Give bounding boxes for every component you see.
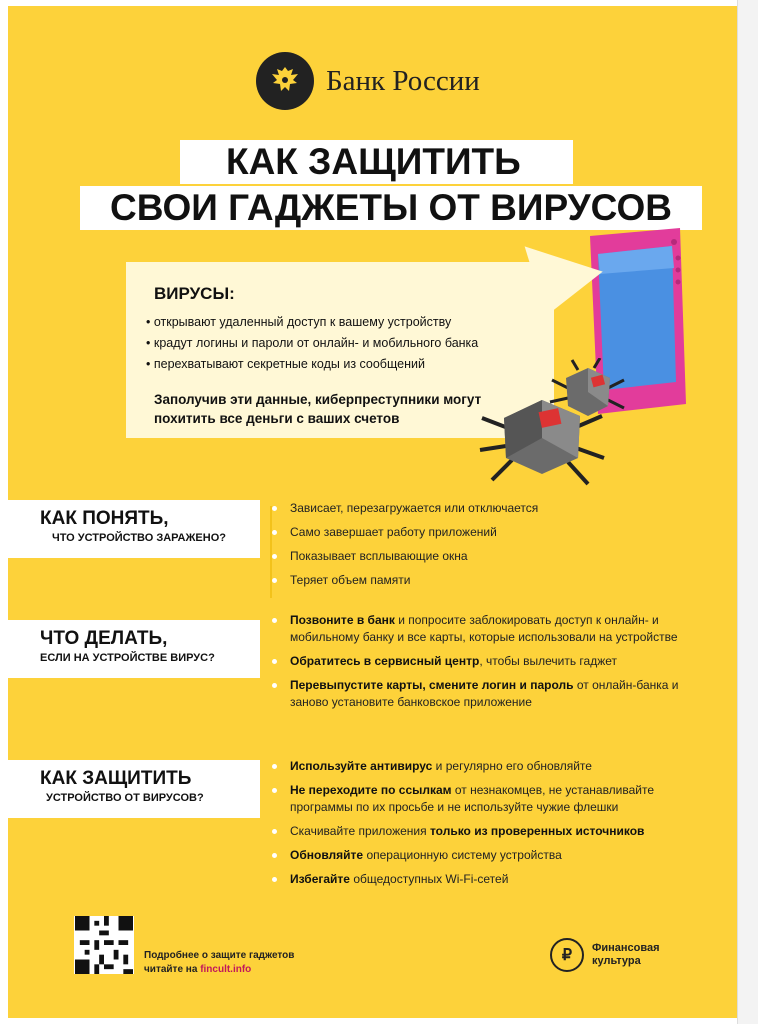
item-text: операционную систему устройства bbox=[363, 848, 562, 862]
list-item: Само завершает работу приложений bbox=[276, 524, 538, 541]
section-detect-list bbox=[276, 500, 538, 596]
list-item bbox=[276, 782, 716, 816]
page-edge bbox=[737, 0, 758, 1024]
item-bold: Не переходите по ссылкам bbox=[290, 783, 452, 797]
divider bbox=[270, 506, 272, 598]
brand-line2: культура bbox=[592, 955, 641, 967]
footer-more-info bbox=[144, 949, 294, 977]
viruses-list bbox=[146, 312, 478, 375]
section-action-list bbox=[276, 612, 716, 718]
title-line-1: КАК ЗАЩИТИТЬ bbox=[180, 140, 573, 184]
footer-more-prefix: читайте на bbox=[144, 964, 201, 975]
item-text: общедоступных Wi-Fi-сетей bbox=[349, 872, 509, 886]
bank-logo[interactable] bbox=[256, 52, 480, 110]
double-headed-eagle-icon bbox=[256, 52, 314, 110]
ruble-coin-icon: ₽ bbox=[550, 938, 584, 972]
section-action-title: ЧТО ДЕЛАТЬ, bbox=[40, 628, 168, 649]
item-text: и регулярно его обновляйте bbox=[432, 759, 592, 773]
financial-culture-text bbox=[592, 942, 660, 968]
section-detect-subtitle: ЧТО УСТРОЙСТВО ЗАРАЖЕНО? bbox=[52, 532, 226, 544]
section-protect-subtitle: УСТРОЙСТВО ОТ ВИРУСОВ? bbox=[46, 792, 204, 804]
list-item: • открывают удаленный доступ к вашему устройству bbox=[146, 312, 478, 333]
footer-more-line1: Подробнее о защите гаджетов bbox=[144, 950, 295, 961]
section-action-subtitle: ЕСЛИ НА УСТРОЙСТВЕ ВИРУС? bbox=[40, 652, 215, 664]
title-line-2: СВОИ ГАДЖЕТЫ ОТ ВИРУСОВ bbox=[80, 186, 702, 230]
item-bold: только из проверенных источников bbox=[429, 824, 645, 838]
list-item bbox=[276, 823, 716, 840]
list-item bbox=[276, 847, 716, 864]
list-item bbox=[276, 758, 716, 775]
item-bold: Перевыпустите карты, смените логин и пароль bbox=[290, 678, 574, 692]
item-bold: Избегайте bbox=[290, 872, 350, 886]
item-bold: Используйте антивирус bbox=[290, 759, 433, 773]
list-item bbox=[276, 677, 716, 711]
fincult-link[interactable]: fincult.info bbox=[200, 964, 252, 975]
section-action-label bbox=[8, 620, 260, 678]
item-text: и попросите заблокировать доступ к онлайн- и мобильному банку и все карты, которые использовали на устройстве bbox=[290, 613, 678, 644]
section-protect-label bbox=[8, 760, 260, 818]
viruses-heading: ВИРУСЫ: bbox=[154, 284, 235, 303]
viruses-note: Заполучив эти данные, киберпреступники могут похитить все деньги с ваших счетов bbox=[154, 392, 482, 426]
large-virus-bug-icon bbox=[478, 388, 608, 488]
section-protect-title: КАК ЗАЩИТИТЬ bbox=[40, 768, 192, 789]
item-text: от незнакомцев, не устанавливайте программы по их просьбе и не используйте чужие флешки bbox=[290, 783, 655, 814]
item-bold: Обновляйте bbox=[290, 848, 364, 862]
list-item: • крадут логины и пароли от онлайн- и мобильного банка bbox=[146, 333, 478, 354]
poster bbox=[8, 6, 738, 1018]
brand-line1: Финансовая bbox=[592, 942, 660, 954]
list-item bbox=[276, 612, 716, 646]
section-detect-label bbox=[8, 500, 260, 558]
list-item bbox=[276, 871, 716, 888]
item-bold: Обратитесь в сервисный центр bbox=[290, 654, 480, 668]
list-item: Зависает, перезагружается или отключается bbox=[276, 500, 538, 517]
list-item: • перехватывают секретные коды из сообщений bbox=[146, 354, 478, 375]
item-text: , чтобы вылечить гаджет bbox=[479, 654, 618, 668]
list-item: Теряет объем памяти bbox=[276, 572, 538, 589]
item-text: от онлайн-банка и заново установите банковское приложение bbox=[290, 678, 679, 709]
list-item: Показывает всплывающие окна bbox=[276, 548, 538, 565]
section-detect-title: КАК ПОНЯТЬ, bbox=[40, 508, 169, 529]
item-text: Скачивайте приложения bbox=[290, 824, 430, 838]
section-protect-list bbox=[276, 758, 716, 895]
list-item bbox=[276, 653, 716, 670]
footer-more-line2 bbox=[144, 963, 294, 977]
financial-culture-logo[interactable] bbox=[550, 938, 660, 972]
bank-name: Банк России bbox=[326, 64, 480, 97]
qr-code-icon[interactable] bbox=[74, 916, 134, 974]
item-bold: Позвоните в банк bbox=[290, 613, 395, 627]
